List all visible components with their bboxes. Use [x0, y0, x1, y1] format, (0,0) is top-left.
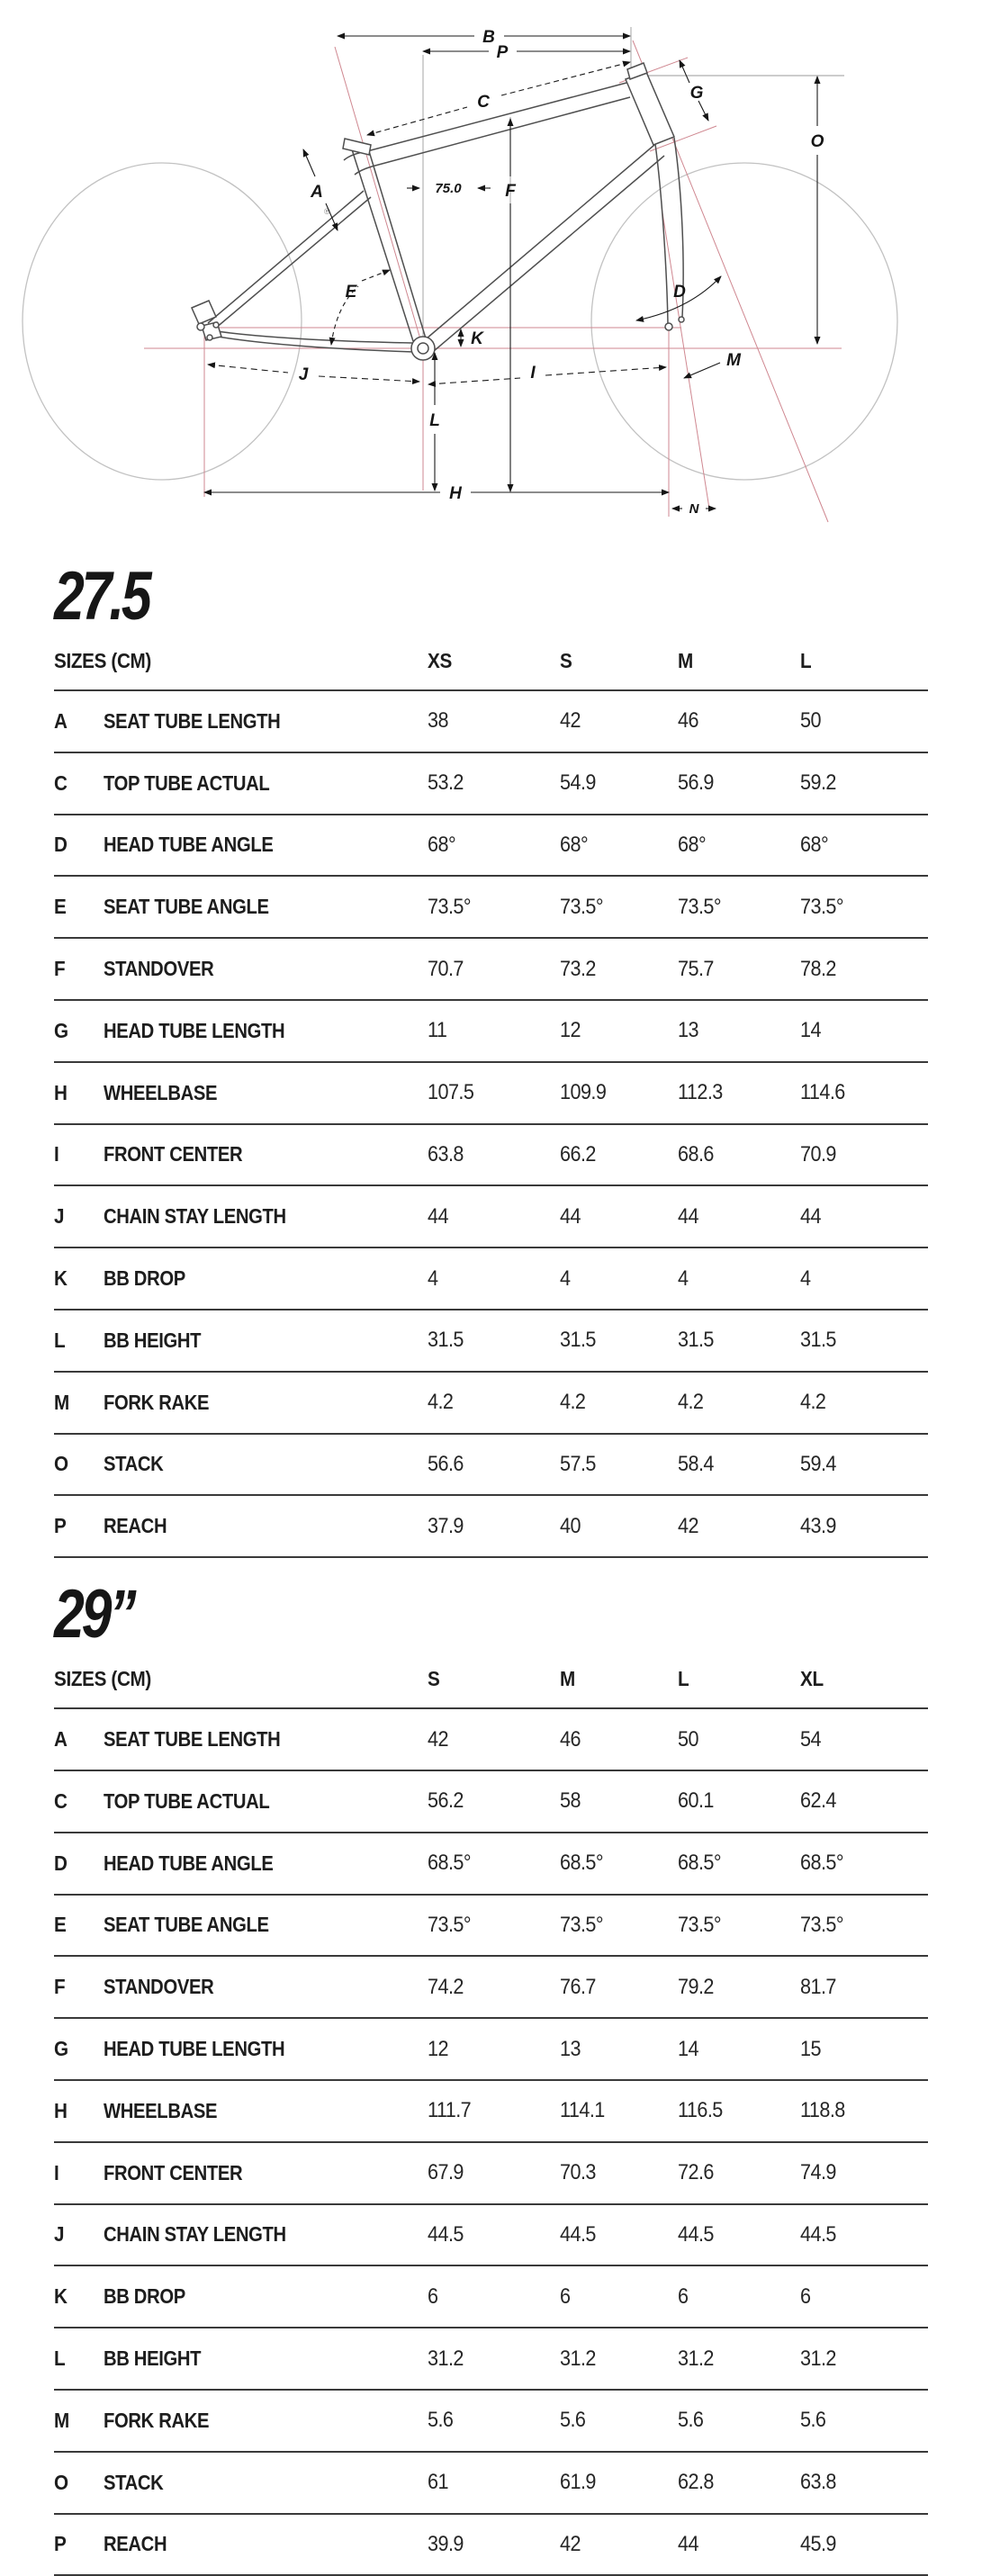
row-letter: P — [54, 2532, 67, 2556]
row-value: 31.2 — [800, 2346, 836, 2371]
size-column-header: XS — [428, 649, 452, 672]
row-letter: C — [54, 1788, 68, 1813]
row-value: 44 — [678, 1203, 698, 1229]
table-row — [54, 1771, 928, 1833]
row-value: 6 — [428, 2283, 438, 2309]
seat-cap — [343, 139, 371, 155]
row-letter: M — [54, 2408, 70, 2432]
seat-stay — [208, 191, 364, 323]
table-row — [54, 2081, 928, 2143]
table-row — [54, 1311, 928, 1373]
table-row — [54, 1125, 928, 1187]
row-value: 6 — [560, 2283, 571, 2309]
row-value: 44 — [678, 2531, 698, 2556]
row-value: 56.9 — [678, 770, 714, 796]
row-dimension-name: TOP TUBE ACTUAL — [104, 770, 270, 795]
row-value: 68.5° — [428, 1851, 471, 1876]
row-value: 44 — [428, 1203, 448, 1229]
row-letter: O — [54, 2470, 69, 2494]
row-value: 31.2 — [560, 2346, 596, 2371]
bottom-bracket — [411, 337, 435, 360]
table-row — [54, 753, 928, 815]
row-value: 59.2 — [800, 770, 836, 796]
row-letter: C — [54, 770, 68, 795]
row-value: 114.6 — [800, 1080, 845, 1105]
dim-label-m: M — [726, 351, 741, 370]
row-value: 44.5 — [678, 2221, 714, 2247]
row-letter: F — [54, 1975, 66, 1999]
dim-label-b: B — [482, 28, 495, 47]
row-value: 73.5° — [560, 894, 603, 919]
row-value: 4 — [428, 1265, 438, 1291]
row-value: 46 — [560, 1726, 581, 1752]
row-value: 68° — [800, 832, 829, 857]
table-row — [54, 2143, 928, 2205]
row-value: 68.5° — [800, 1851, 843, 1876]
row-value: 61.9 — [560, 2470, 596, 2495]
row-value: 67.9 — [428, 2160, 464, 2185]
head-tube — [626, 72, 674, 145]
front-dropout — [665, 323, 672, 330]
row-value: 31.5 — [428, 1328, 464, 1353]
row-letter: E — [54, 1913, 67, 1937]
geometry-table-27-5 — [54, 633, 928, 1558]
row-value: 5.6 — [560, 2408, 586, 2433]
size-column-header: XL — [800, 1667, 824, 1691]
row-letter: D — [54, 833, 68, 857]
row-dimension-name: HEAD TUBE ANGLE — [104, 1851, 274, 1875]
dim-label-seat-offset: 75.0 — [435, 181, 462, 196]
dim-label-j: J — [298, 365, 309, 384]
row-letter: A — [54, 1727, 68, 1752]
geometry-diagram-svg — [0, 0, 982, 540]
row-letter: I — [54, 2160, 59, 2184]
row-value: 63.8 — [428, 1141, 464, 1166]
dim-label-k: K — [471, 329, 483, 348]
row-value: 72.6 — [678, 2160, 714, 2185]
row-dimension-name: CHAIN STAY LENGTH — [104, 2222, 286, 2247]
dim-label-f: F — [505, 182, 516, 201]
row-value: 31.2 — [428, 2346, 464, 2371]
row-value: 73.5° — [428, 1912, 471, 1937]
section-title-27-5: 27.5 — [54, 558, 149, 635]
table-row — [54, 1496, 928, 1558]
row-letter: K — [54, 1266, 68, 1291]
row-value: 68° — [678, 832, 707, 857]
row-letter: A — [54, 708, 68, 733]
row-value: 73.2 — [560, 956, 596, 981]
row-value: 81.7 — [800, 1974, 836, 1999]
row-value: 4.2 — [428, 1390, 454, 1415]
wheels — [23, 163, 897, 480]
row-letter: M — [54, 1390, 70, 1414]
chain-stay — [210, 330, 412, 343]
row-dimension-name: BB HEIGHT — [104, 2346, 202, 2371]
table-row — [54, 1709, 928, 1771]
row-letter: L — [54, 1328, 66, 1352]
row-dimension-name: SEAT TUBE ANGLE — [104, 1913, 269, 1937]
size-column-header: L — [678, 1667, 689, 1691]
geometry-table-29 — [54, 1651, 928, 2576]
row-value: 44 — [800, 1203, 821, 1229]
row-value: 11 — [428, 1018, 447, 1043]
row-value: 56.2 — [428, 1788, 464, 1814]
row-letter: I — [54, 1142, 59, 1166]
row-value: 54 — [800, 1726, 821, 1752]
row-value: 31.2 — [678, 2346, 714, 2371]
row-value: 42 — [560, 708, 581, 734]
dim-label-o: O — [810, 132, 824, 151]
row-letter: E — [54, 895, 67, 919]
row-value: 70.9 — [800, 1141, 836, 1166]
row-dimension-name: HEAD TUBE LENGTH — [104, 2037, 285, 2061]
row-value: 44 — [560, 1203, 581, 1229]
row-dimension-name: BB DROP — [104, 2284, 185, 2309]
front-wheel — [591, 163, 897, 480]
frame — [192, 63, 684, 360]
section-27-5 — [54, 560, 928, 1558]
row-letter: H — [54, 2098, 68, 2122]
table-row — [54, 1957, 928, 2019]
row-value: 42 — [428, 1726, 448, 1752]
row-dimension-name: STACK — [104, 1452, 164, 1476]
row-letter: K — [54, 2284, 68, 2309]
row-letter: G — [54, 2037, 69, 2061]
row-dimension-name: FRONT CENTER — [104, 1142, 243, 1166]
row-value: 73.5° — [678, 1912, 721, 1937]
table-row — [54, 1063, 928, 1125]
dim-label-i: I — [530, 364, 536, 383]
row-dimension-name: SEAT TUBE LENGTH — [104, 708, 281, 733]
row-dimension-name: HEAD TUBE LENGTH — [104, 1018, 285, 1042]
row-value: 107.5 — [428, 1080, 474, 1105]
row-value: 5.6 — [678, 2408, 704, 2433]
table-row — [54, 2328, 928, 2391]
row-value: 78.2 — [800, 956, 836, 981]
row-value: 73.5° — [428, 894, 471, 919]
row-dimension-name: WHEELBASE — [104, 1080, 218, 1104]
row-letter: D — [54, 1851, 68, 1875]
row-value: 14 — [678, 2036, 698, 2061]
registered-mark: ® — [324, 207, 330, 216]
table-row — [54, 1248, 928, 1311]
row-value: 4.2 — [800, 1390, 826, 1415]
dim-label-c: C — [477, 93, 490, 112]
row-value: 109.9 — [560, 1080, 607, 1105]
row-value: 79.2 — [678, 1974, 714, 1999]
row-value: 75.7 — [678, 956, 714, 981]
size-column-header: M — [678, 649, 693, 672]
table-row — [54, 939, 928, 1001]
row-letter: O — [54, 1452, 69, 1476]
row-value: 70.7 — [428, 956, 464, 981]
row-value: 68.6 — [678, 1141, 714, 1166]
row-value: 62.8 — [678, 2470, 714, 2495]
row-value: 13 — [560, 2036, 581, 2061]
rear-wheel — [23, 163, 302, 480]
table-row — [54, 1186, 928, 1248]
row-dimension-name: FORK RAKE — [104, 2408, 210, 2432]
table-header-row — [54, 633, 928, 691]
row-value: 6 — [800, 2283, 811, 2309]
row-value: 46 — [678, 708, 698, 734]
row-letter: H — [54, 1080, 68, 1104]
row-value: 31.5 — [800, 1328, 836, 1353]
row-value: 4 — [678, 1265, 689, 1291]
row-letter: L — [54, 2346, 66, 2371]
row-value: 14 — [800, 1018, 821, 1043]
row-dimension-name: BB DROP — [104, 1266, 185, 1291]
row-value: 54.9 — [560, 770, 596, 796]
row-value: 37.9 — [428, 1513, 464, 1538]
row-letter: J — [54, 2222, 65, 2247]
dim-label-n: N — [689, 501, 699, 517]
row-dimension-name: STANDOVER — [104, 957, 214, 981]
rear-derailleur — [192, 301, 216, 324]
table-row — [54, 691, 928, 753]
row-value: 38 — [428, 708, 448, 734]
row-dimension-name: REACH — [104, 1514, 167, 1538]
row-value: 39.9 — [428, 2531, 464, 2556]
row-value: 44.5 — [428, 2221, 464, 2247]
table-row — [54, 2515, 928, 2576]
row-value: 5.6 — [800, 2408, 826, 2433]
row-value: 74.9 — [800, 2160, 836, 2185]
row-value: 53.2 — [428, 770, 464, 796]
row-value: 68° — [560, 832, 589, 857]
row-value: 4 — [560, 1265, 571, 1291]
row-dimension-name: HEAD TUBE ANGLE — [104, 833, 274, 857]
dim-label-h: H — [449, 484, 462, 503]
row-value: 62.4 — [800, 1788, 836, 1814]
row-dimension-name: STANDOVER — [104, 1975, 214, 1999]
table-row — [54, 1001, 928, 1063]
row-value: 58 — [560, 1788, 581, 1814]
row-value: 63.8 — [800, 2470, 836, 2495]
row-value: 112.3 — [678, 1080, 723, 1105]
sizes-cm-label: SIZES (CM) — [54, 1667, 151, 1691]
size-column-header: L — [800, 649, 812, 672]
table-row — [54, 2266, 928, 2328]
dimension-lines — [204, 36, 817, 509]
dim-label-p: P — [496, 43, 509, 62]
table-row — [54, 1896, 928, 1958]
row-dimension-name: WHEELBASE — [104, 2098, 218, 2122]
table-row — [54, 1435, 928, 1497]
row-value: 12 — [560, 1018, 581, 1043]
row-value: 56.6 — [428, 1451, 464, 1476]
table-header-row — [54, 1651, 928, 1709]
row-dimension-name: SEAT TUBE LENGTH — [104, 1727, 281, 1752]
row-value: 70.3 — [560, 2160, 596, 2185]
table-row — [54, 2391, 928, 2453]
row-value: 50 — [800, 708, 821, 734]
row-value: 50 — [678, 1726, 698, 1752]
dim-label-e: E — [345, 283, 357, 302]
row-dimension-name: BB HEIGHT — [104, 1328, 202, 1352]
table-row — [54, 2205, 928, 2267]
table-row — [54, 1373, 928, 1435]
dim-label-g: G — [689, 84, 704, 103]
size-column-header: S — [428, 1667, 440, 1691]
row-value: 40 — [560, 1513, 581, 1538]
row-value: 4.2 — [678, 1390, 704, 1415]
size-column-header: S — [560, 649, 572, 672]
row-value: 61 — [428, 2470, 448, 2495]
row-letter: F — [54, 957, 66, 981]
row-value: 12 — [428, 2036, 448, 2061]
row-dimension-name: STACK — [104, 2470, 164, 2494]
row-value: 74.2 — [428, 1974, 464, 1999]
reference-lines — [144, 41, 842, 522]
dim-label-a: A — [311, 183, 323, 202]
row-value: 6 — [678, 2283, 689, 2309]
row-value: 31.5 — [678, 1328, 714, 1353]
row-value: 43.9 — [800, 1513, 836, 1538]
row-dimension-name: REACH — [104, 2532, 167, 2556]
row-value: 42 — [678, 1513, 698, 1538]
dim-label-l: L — [429, 411, 440, 430]
table-row — [54, 1833, 928, 1896]
dim-label-d: D — [673, 283, 686, 302]
row-value: 73.5° — [678, 894, 721, 919]
down-tube — [427, 145, 654, 338]
section-29 — [54, 1578, 928, 2576]
row-value: 44.5 — [560, 2221, 596, 2247]
row-letter: J — [54, 1204, 65, 1229]
row-value: 66.2 — [560, 1141, 596, 1166]
section-title-29: 29” — [54, 1576, 134, 1653]
row-value: 68° — [428, 832, 456, 857]
row-value: 45.9 — [800, 2531, 836, 2556]
seat-tube — [351, 147, 413, 341]
row-value: 73.5° — [800, 894, 843, 919]
row-value: 114.1 — [560, 2098, 605, 2123]
row-value: 58.4 — [678, 1451, 714, 1476]
row-value: 44.5 — [800, 2221, 836, 2247]
row-letter: P — [54, 1514, 67, 1538]
row-value: 76.7 — [560, 1974, 596, 1999]
row-value: 31.5 — [560, 1328, 596, 1353]
row-dimension-name: TOP TUBE ACTUAL — [104, 1788, 270, 1813]
size-column-header: M — [560, 1667, 575, 1691]
bike-geometry-diagram — [0, 0, 982, 540]
table-row — [54, 2019, 928, 2081]
row-value: 13 — [678, 1018, 698, 1043]
row-letter: G — [54, 1018, 69, 1042]
row-value: 15 — [800, 2036, 821, 2061]
table-row — [54, 2453, 928, 2515]
row-value: 118.8 — [800, 2098, 845, 2123]
top-tube — [367, 83, 626, 151]
row-dimension-name: FORK RAKE — [104, 1390, 210, 1414]
row-value: 4.2 — [560, 1390, 586, 1415]
row-value: 68.5° — [678, 1851, 721, 1876]
row-value: 68.5° — [560, 1851, 603, 1876]
row-dimension-name: FRONT CENTER — [104, 2160, 243, 2184]
row-value: 5.6 — [428, 2408, 454, 2433]
row-dimension-name: CHAIN STAY LENGTH — [104, 1204, 286, 1229]
row-value: 60.1 — [678, 1788, 714, 1814]
row-value: 116.5 — [678, 2098, 723, 2123]
table-row — [54, 815, 928, 878]
row-value: 42 — [560, 2531, 581, 2556]
row-value: 57.5 — [560, 1451, 596, 1476]
row-value: 59.4 — [800, 1451, 836, 1476]
sizes-cm-label: SIZES (CM) — [54, 649, 151, 672]
row-value: 111.7 — [428, 2098, 472, 2123]
row-value: 73.5° — [800, 1912, 843, 1937]
row-dimension-name: SEAT TUBE ANGLE — [104, 895, 269, 919]
row-value: 73.5° — [560, 1912, 603, 1937]
row-value: 4 — [800, 1265, 811, 1291]
table-row — [54, 877, 928, 939]
